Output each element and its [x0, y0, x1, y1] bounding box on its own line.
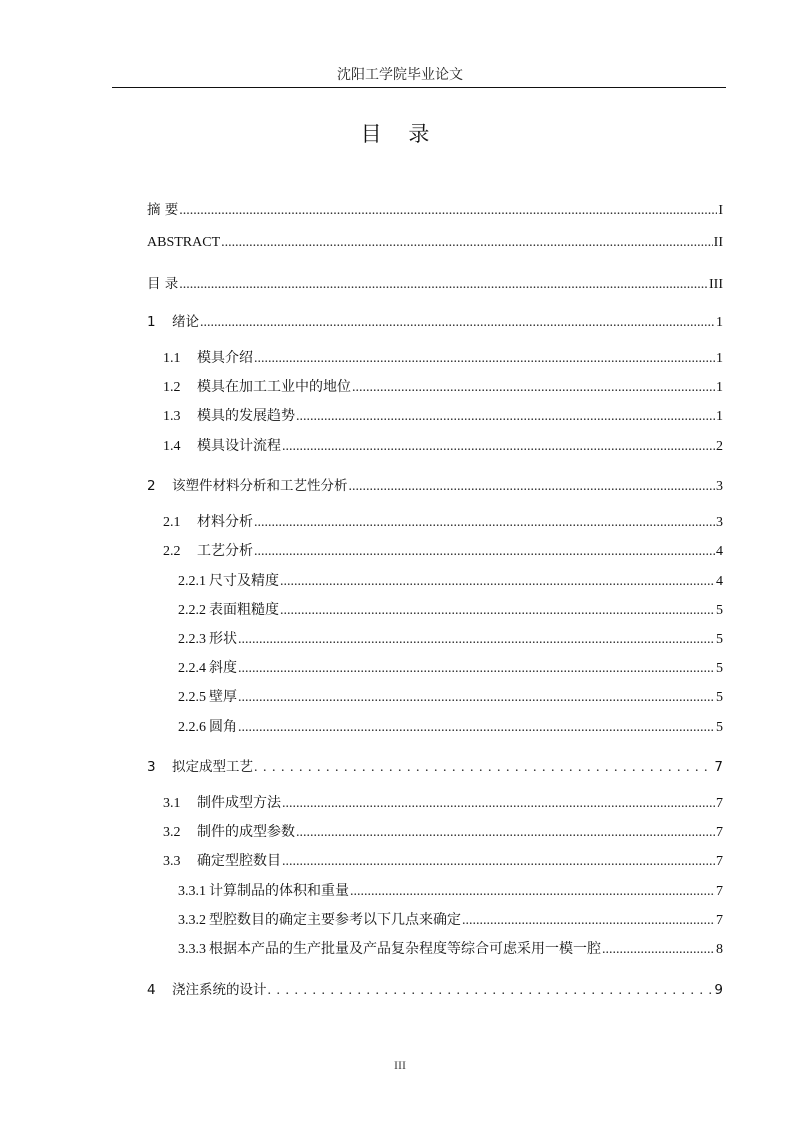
toc-entry-label: 根据本产品的生产批量及产品复杂程度等综合可虑采用一模一腔 [209, 942, 601, 957]
toc-entry[interactable] [147, 755, 723, 777]
page-title: 目 录 [360, 122, 440, 146]
dot-leader [282, 854, 715, 870]
toc-entry-label: 制件成型方法 [197, 796, 281, 811]
toc-entry[interactable] [147, 511, 723, 533]
dot-leader [282, 439, 715, 455]
toc-entry-label: 模具介绍 [197, 351, 253, 366]
toc-entry-number: 1.1 [163, 351, 181, 366]
toc-entry-label: 斜度 [209, 661, 237, 676]
toc-entry-number: 3.2 [163, 825, 181, 840]
toc-entry[interactable] [147, 435, 723, 457]
toc-entry-page: 2 [716, 439, 723, 454]
toc-entry-number: 3.1 [163, 796, 181, 811]
toc-entry-page: 7 [716, 854, 723, 869]
toc-entry-number: 2.2.3 [178, 632, 206, 647]
toc-entry-page: 7 [714, 759, 723, 775]
toc-entry-number: 4 [147, 982, 156, 998]
toc-entry-number: 3.3.1 [178, 884, 206, 899]
toc-entry-label: 模具设计流程 [197, 439, 281, 454]
toc-entry[interactable] [147, 821, 723, 843]
toc-entry-page: 1 [716, 380, 723, 395]
toc-entry[interactable] [147, 657, 723, 679]
dot-leader [238, 661, 715, 677]
toc-entry[interactable] [147, 310, 723, 332]
toc-entry-page: 9 [714, 982, 723, 998]
toc-entry-label: 圆角 [209, 720, 237, 735]
dot-leader [254, 515, 715, 531]
toc-entry-number: 2 [147, 478, 156, 494]
toc-entry-label: 表面粗糙度 [209, 603, 279, 618]
toc-entry-label: 浇注系统的设计 [172, 982, 267, 998]
toc-entry-page: 4 [716, 544, 723, 559]
toc-entry-label: 目 录 [147, 276, 179, 292]
dot-leader [268, 983, 714, 999]
dot-leader [280, 574, 715, 590]
dot-leader [221, 235, 713, 251]
toc-entry-page: 5 [716, 603, 723, 618]
dot-leader [238, 690, 715, 706]
toc-entry-page: II [713, 235, 723, 250]
toc-entry-label: 计算制品的体积和重量 [209, 884, 349, 899]
dot-leader [280, 603, 715, 619]
toc-entry[interactable] [147, 909, 723, 931]
toc-entry[interactable] [147, 198, 723, 220]
toc-entry[interactable] [147, 716, 723, 738]
toc-entry-page: I [718, 203, 723, 218]
toc-entry-page: 7 [716, 796, 723, 811]
toc-entry-page: 5 [716, 632, 723, 647]
toc-entry-number: 1.4 [163, 439, 181, 454]
toc-entry-number: 3.3 [163, 854, 181, 869]
toc-entry-number: 1 [147, 314, 156, 330]
dot-leader [254, 544, 715, 560]
toc-entry-number: 3.3.3 [178, 942, 206, 957]
dot-leader [179, 203, 717, 219]
toc-entry-number: 2.2 [163, 544, 181, 559]
dot-leader [350, 884, 715, 900]
toc-entry[interactable] [147, 686, 723, 708]
toc-entry-label: 拟定成型工艺 [172, 759, 253, 775]
toc-entry[interactable] [147, 272, 723, 294]
toc-entry-number: 2.2.4 [178, 661, 206, 676]
toc-entry[interactable] [147, 599, 723, 621]
toc-entry[interactable] [147, 850, 723, 872]
toc-entry-number: 3.3.2 [178, 913, 206, 928]
toc-entry[interactable] [147, 474, 723, 496]
toc-entry-label: 模具的发展趋势 [197, 409, 295, 424]
toc-entry-page: 8 [716, 942, 723, 957]
toc-entry-page: 5 [716, 690, 723, 705]
toc-entry[interactable] [147, 405, 723, 427]
dot-leader [602, 942, 715, 958]
toc-entry-number: 3 [147, 759, 156, 775]
dot-leader [238, 720, 715, 736]
toc-entry-page: 5 [716, 661, 723, 676]
toc-entry-page: 7 [716, 884, 723, 899]
toc-entry[interactable] [147, 347, 723, 369]
toc-entry-page: 4 [716, 574, 723, 589]
toc-entry[interactable] [147, 376, 723, 398]
toc-entry[interactable] [147, 792, 723, 814]
toc-entry[interactable] [147, 540, 723, 562]
dot-leader [349, 479, 716, 495]
toc-entry-label: 形状 [209, 632, 237, 647]
toc-entry-page: 7 [716, 913, 723, 928]
toc-entry[interactable] [147, 880, 723, 902]
dot-leader [282, 796, 715, 812]
toc-entry-label: 制件的成型参数 [197, 825, 295, 840]
toc-entry-number: 2.2.1 [178, 574, 206, 589]
dot-leader [200, 315, 715, 331]
dot-leader [254, 351, 715, 367]
toc-entry-label: 尺寸及精度 [209, 574, 279, 589]
toc-entry-label: 该塑件材料分析和工艺性分析 [172, 478, 348, 494]
toc-entry-label: 确定型腔数目 [197, 854, 281, 869]
dot-leader [296, 825, 715, 841]
dot-leader [462, 913, 715, 929]
toc-entry-page: III [709, 277, 723, 292]
toc-entry[interactable] [147, 938, 723, 960]
toc-entry-label: 材料分析 [197, 515, 253, 530]
toc-entry-label: ABSTRACT [147, 235, 221, 250]
toc-entry-page: 1 [716, 409, 723, 424]
dot-leader [238, 632, 715, 648]
toc-entry-page: 5 [716, 720, 723, 735]
dot-leader [296, 409, 715, 425]
toc-entry-number: 2.2.2 [178, 603, 206, 618]
toc-entry[interactable] [147, 235, 723, 257]
dot-leader [254, 760, 713, 776]
toc-entry-number: 2.1 [163, 515, 181, 530]
page-number: III [394, 1058, 406, 1072]
toc-entry-label: 摘 要 [147, 202, 179, 218]
toc-entry-label: 壁厚 [209, 690, 237, 705]
toc-entry-page: 1 [716, 351, 723, 366]
toc-entry-page: 3 [716, 479, 723, 494]
toc-entry[interactable] [147, 570, 723, 592]
toc-entry-label: 工艺分析 [197, 544, 253, 559]
toc-entry-label: 绪论 [172, 314, 199, 330]
toc-entry-number: 1.3 [163, 409, 181, 424]
dot-leader [352, 380, 715, 396]
toc-entry-label: 型腔数目的确定主要参考以下几点来确定 [209, 913, 461, 928]
toc-entry[interactable] [147, 628, 723, 650]
header-divider [112, 87, 726, 88]
toc-entry[interactable] [147, 978, 723, 1000]
toc-entry-page: 1 [716, 315, 723, 330]
toc-entry-page: 3 [716, 515, 723, 530]
dot-leader [179, 277, 708, 293]
running-header: 沈阳工学院毕业论文 [337, 68, 463, 83]
toc-entry-number: 2.2.5 [178, 690, 206, 705]
toc-entry-label: 模具在加工工业中的地位 [197, 380, 351, 395]
toc-entry-number: 1.2 [163, 380, 181, 395]
toc-entry-page: 7 [716, 825, 723, 840]
toc-entry-number: 2.2.6 [178, 720, 206, 735]
